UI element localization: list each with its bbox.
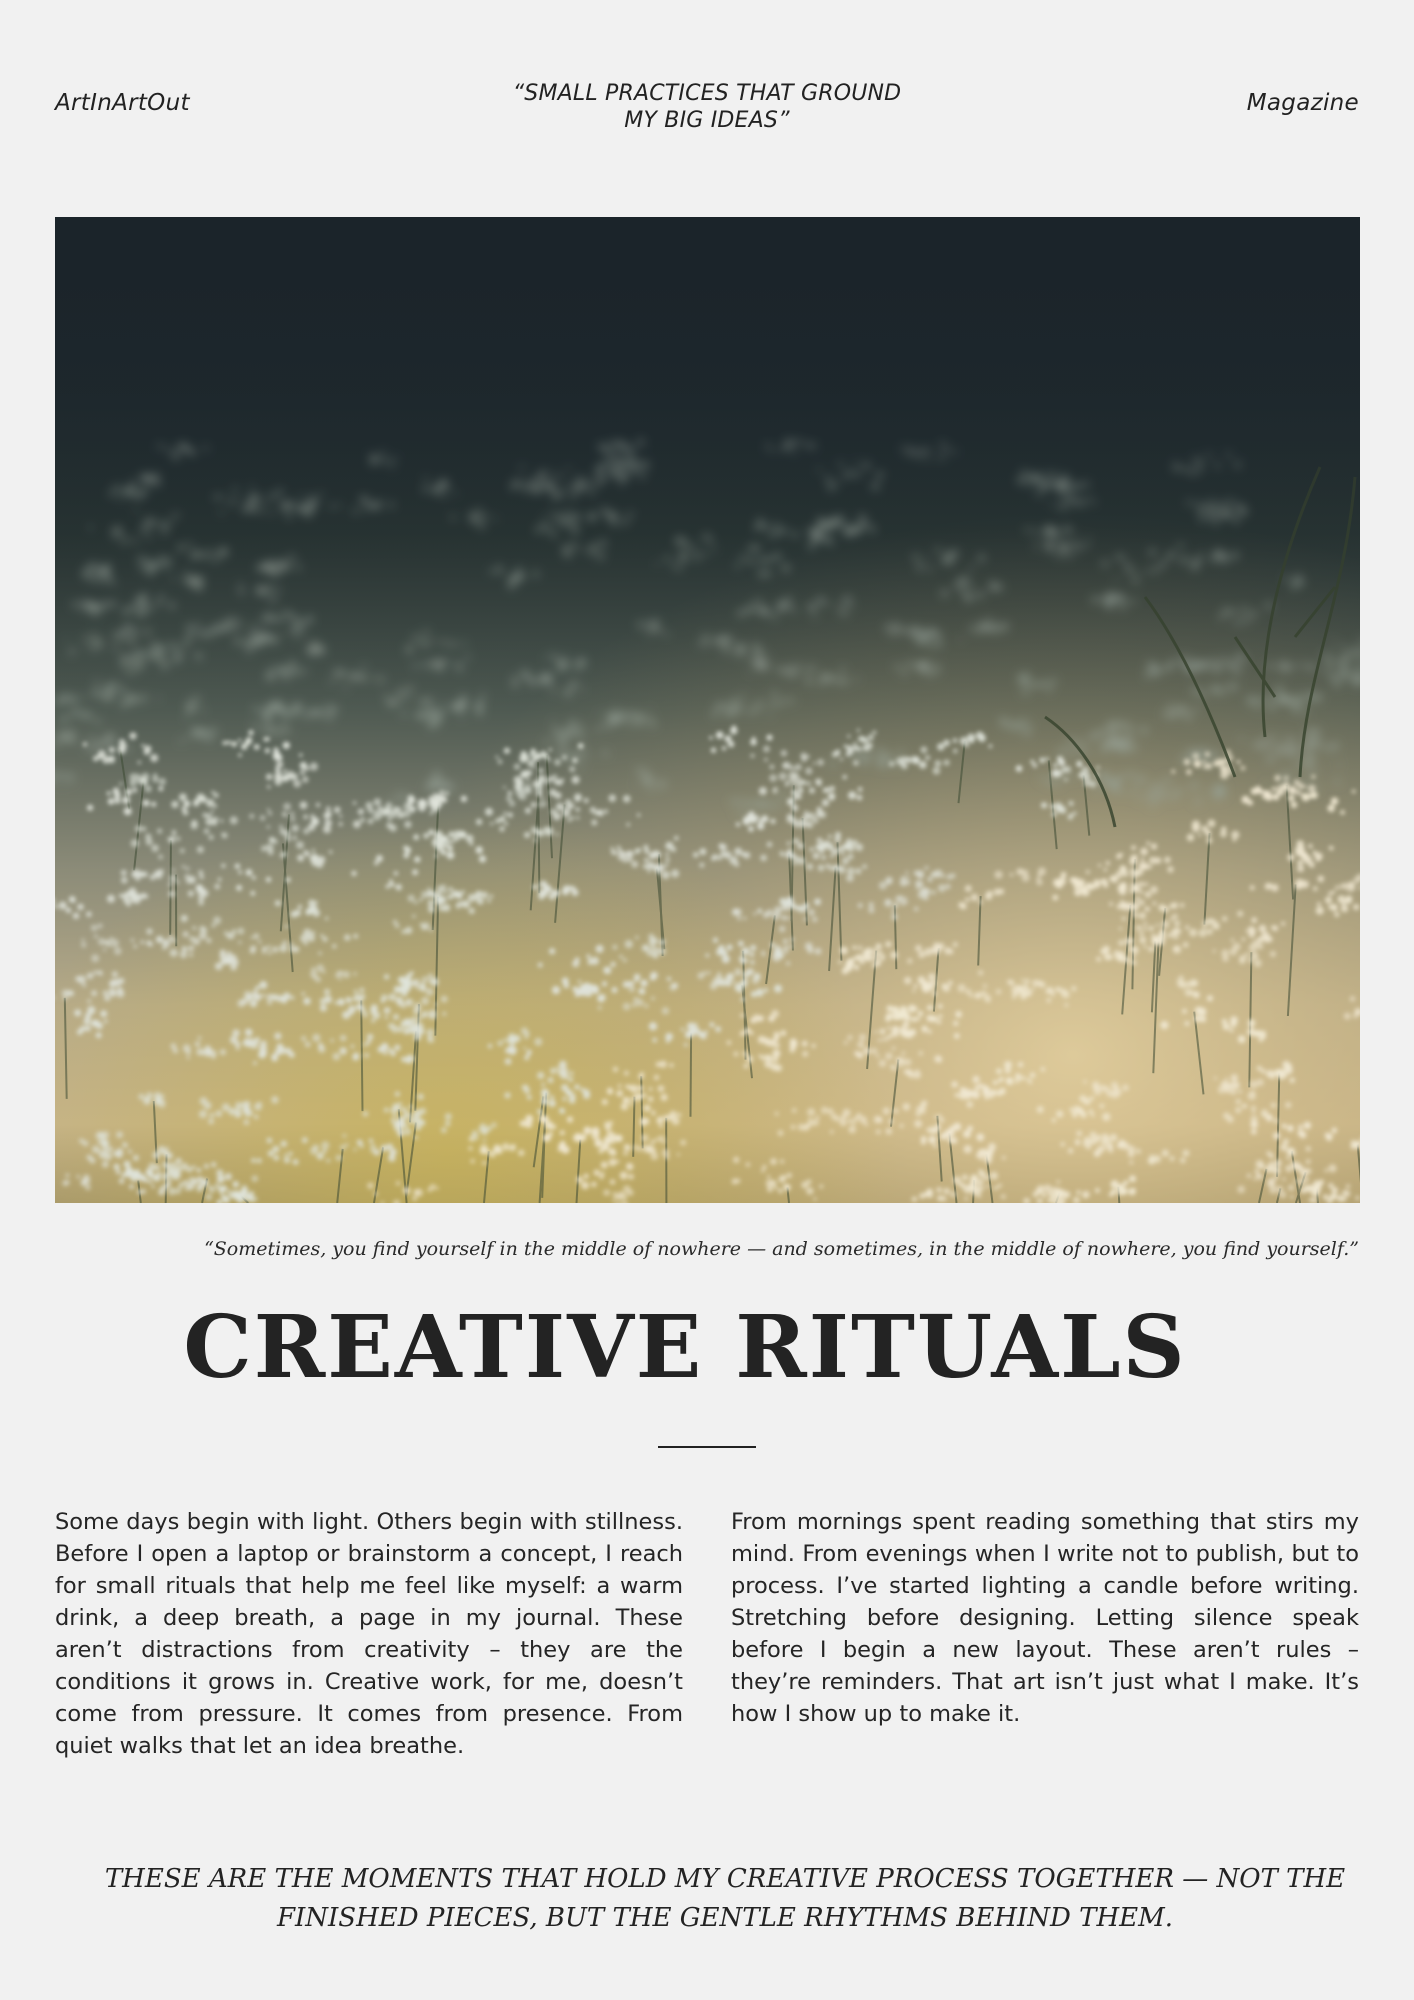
- closing-pull-quote: THESE ARE THE MOMENTS THAT HOLD MY CREATIVE PROCESS TOGETHER — NOT THE FINISHED PIECES, BUT THE GENTLE RHYTHMS BEHIND THEM.: [104, 1864, 1346, 1933]
- wildflower-meadow-image: [55, 217, 1360, 1203]
- hero-photo: [55, 217, 1360, 1203]
- headline-divider: [658, 1446, 756, 1448]
- brand-name: ArtInArtOut: [55, 90, 190, 116]
- article-headline: CREATIVE RITUALS: [183, 1297, 1187, 1398]
- tagline-line-2: MY BIG IDEAS”: [624, 108, 790, 133]
- tagline-line-1: “SMALL PRACTICES THAT GROUND: [512, 81, 902, 106]
- photo-caption-quote: “Sometimes, you find yourself in the middle of nowhere — and sometimes, in the middle of nowhere, you find yourself.”: [204, 1238, 1359, 1260]
- section-label: Magazine: [1246, 90, 1359, 116]
- body-column-right: From mornings spent reading something that stirs my mind. From evenings when I write not to publish, but to process. I’ve started lighting a candle before writing. Stretching before designing. Letting silence speak before I begin a new layout. These aren’t rules – they’re reminders. That art isn’t just what I make. It’s how I show up to make it.: [731, 1509, 1359, 1727]
- body-column-left: Some days begin with light. Others begin with stillness. Before I open a laptop or brainstorm a concept, I reach for small rituals that help me feel like myself: a warm drink, a deep breath, a page in my journal. These aren’t distractions from creativity – they are the conditions it grows in. Creative work, for me, doesn’t come from pressure. It comes from presence. From quiet walks that let an idea breathe.: [55, 1509, 683, 1759]
- issue-tagline: [457, 80, 957, 134]
